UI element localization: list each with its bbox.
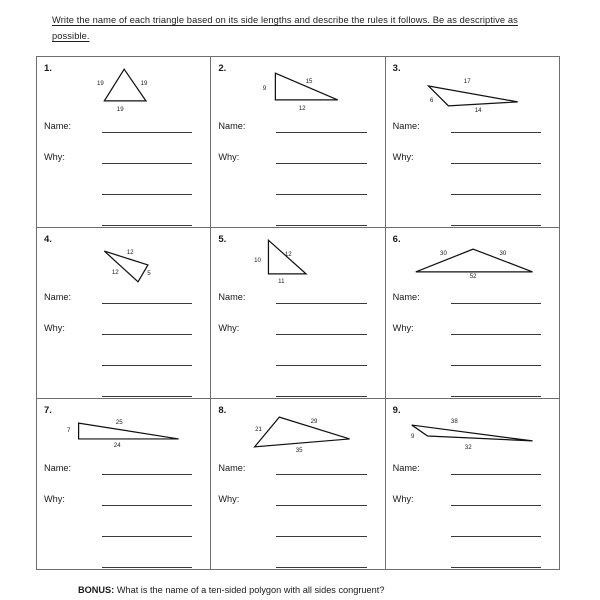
problem-cell (211, 228, 385, 399)
why-answer-line[interactable] (451, 396, 541, 397)
why-answer-line[interactable] (276, 396, 366, 397)
answer-row (44, 292, 204, 323)
why-answer-line[interactable] (276, 505, 366, 506)
triangle-figure (386, 230, 559, 292)
problem-number: 4. (44, 234, 52, 245)
problem-cell (37, 399, 211, 570)
side-length-label: 25 (115, 419, 123, 427)
side-length-label: 29 (310, 418, 318, 426)
problem-number: 3. (392, 63, 401, 74)
answer-row (44, 183, 204, 214)
why-answer-line[interactable] (102, 194, 192, 195)
answer-row (218, 183, 378, 214)
answer-row (393, 152, 553, 183)
triangle-figure (386, 59, 559, 121)
answer-row (393, 463, 553, 494)
answer-row (218, 354, 378, 385)
answer-row (393, 214, 553, 228)
problem-cell (386, 57, 560, 228)
answer-area (218, 292, 378, 394)
problem-number: 1. (44, 63, 52, 74)
triangle-outline (428, 86, 517, 106)
why-answer-line[interactable] (276, 365, 366, 366)
why-label: Why: (218, 323, 240, 333)
problem-cell (386, 399, 560, 570)
answer-area (393, 292, 553, 394)
side-length-label: 19 (116, 105, 124, 113)
name-label: Name: (218, 463, 246, 473)
answer-row (218, 463, 378, 494)
name-answer-line[interactable] (102, 303, 192, 304)
why-answer-line[interactable] (276, 334, 366, 335)
name-label: Name: (392, 292, 420, 302)
why-answer-line[interactable] (276, 163, 366, 164)
name-answer-line[interactable] (276, 132, 366, 133)
name-answer-line[interactable] (451, 474, 541, 475)
problem-cell (386, 228, 560, 399)
answer-row (44, 323, 204, 354)
side-length-label: 32 (464, 443, 472, 451)
answer-row (44, 121, 204, 152)
bonus-section (78, 583, 578, 597)
why-answer-line[interactable] (276, 536, 366, 537)
why-answer-line[interactable] (102, 163, 192, 164)
answer-row (44, 354, 204, 385)
side-length-label: 30 (499, 250, 506, 258)
answer-row (393, 494, 553, 525)
side-length-label: 12 (299, 104, 306, 112)
name-label: Name: (44, 121, 72, 131)
why-label: Why: (44, 494, 65, 504)
name-label: Name: (218, 292, 246, 302)
triangle-outline (255, 417, 350, 447)
answer-row (218, 525, 378, 556)
instructions-text: Write the name of each triangle based on its side lengths and describe the rules it follows. Be as descriptive as possible. (52, 15, 518, 41)
answer-row (218, 385, 378, 399)
answer-area (44, 463, 204, 565)
side-length-label: 12 (111, 268, 119, 276)
side-length-label: 9 (263, 85, 267, 92)
name-answer-line[interactable] (451, 132, 541, 133)
why-answer-line[interactable] (102, 536, 192, 537)
answer-row (218, 292, 378, 323)
side-length-label: 30 (439, 250, 447, 258)
triangle-figure (211, 230, 384, 292)
why-label: Why: (44, 323, 65, 333)
problem-number: 6. (392, 234, 401, 245)
answer-area (393, 463, 553, 565)
side-length-label: 24 (113, 441, 121, 449)
triangle-figure (211, 59, 384, 121)
why-answer-line[interactable] (451, 225, 541, 226)
bonus-question: What is the name of a ten-sided polygon with all sides congruent? (116, 585, 385, 595)
answer-row (393, 121, 553, 152)
why-answer-line[interactable] (102, 567, 192, 568)
side-length-label: 12 (126, 249, 134, 257)
triangle-figure (211, 401, 384, 463)
side-length-label: 14 (474, 106, 482, 114)
answer-row (44, 385, 204, 399)
side-length-label: 5 (147, 269, 151, 277)
problem-number: 8. (218, 405, 227, 416)
name-answer-line[interactable] (451, 303, 541, 304)
triangle-outline (79, 423, 179, 439)
answer-row (393, 385, 553, 399)
side-length-label: 9 (410, 432, 415, 440)
why-answer-line[interactable] (451, 567, 541, 568)
triangle-figure (386, 401, 559, 463)
why-answer-line[interactable] (451, 163, 541, 164)
why-answer-line[interactable] (102, 396, 192, 397)
worksheet-instructions (52, 12, 544, 44)
side-length-label: 11 (278, 277, 285, 285)
why-answer-line[interactable] (102, 334, 192, 335)
answer-row (44, 214, 204, 228)
why-answer-line[interactable] (451, 536, 541, 537)
answer-area (218, 463, 378, 565)
why-answer-line[interactable] (451, 365, 541, 366)
answer-row (393, 525, 553, 556)
triangle-figure (37, 59, 210, 121)
why-answer-line[interactable] (451, 334, 541, 335)
triangle-figure (37, 401, 210, 463)
name-label: Name: (44, 463, 72, 473)
side-length-label: 6 (429, 96, 433, 104)
why-answer-line[interactable] (102, 505, 192, 506)
problem-number: 7. (44, 405, 52, 416)
answer-row (44, 556, 204, 570)
answer-row (218, 121, 378, 152)
side-length-label: 19 (96, 80, 104, 88)
answer-row (393, 556, 553, 570)
side-length-label: 12 (285, 251, 292, 259)
triangle-outline (411, 425, 532, 441)
answer-row (218, 494, 378, 525)
answer-area (44, 292, 204, 394)
name-answer-line[interactable] (276, 303, 366, 304)
why-answer-line[interactable] (276, 194, 366, 195)
why-label: Why: (392, 323, 414, 333)
answer-row (393, 292, 553, 323)
side-length-label: 52 (469, 272, 477, 280)
side-length-label: 7 (66, 427, 71, 434)
name-label: Name: (392, 463, 420, 473)
name-label: Name: (392, 121, 420, 131)
name-answer-line[interactable] (276, 474, 366, 475)
answer-row (44, 494, 204, 525)
problem-cell (37, 228, 211, 399)
why-answer-line[interactable] (102, 225, 192, 226)
why-label: Why: (392, 152, 414, 162)
answer-area (393, 121, 553, 223)
answer-row (218, 152, 378, 183)
name-label: Name: (44, 292, 72, 302)
why-answer-line[interactable] (102, 365, 192, 366)
bonus-label: BONUS: (78, 585, 115, 595)
answer-row (393, 183, 553, 214)
problem-cell (37, 57, 211, 228)
answer-row (393, 354, 553, 385)
side-length-label: 38 (450, 418, 458, 426)
why-answer-line[interactable] (276, 225, 366, 226)
why-answer-line[interactable] (276, 567, 366, 568)
triangle-figure (37, 230, 210, 292)
why-label: Why: (44, 152, 65, 162)
problem-grid (36, 56, 560, 570)
answer-row (44, 152, 204, 183)
name-label: Name: (218, 121, 246, 131)
answer-row (44, 525, 204, 556)
answer-row (218, 323, 378, 354)
problem-number: 2. (218, 63, 227, 74)
name-answer-line[interactable] (102, 474, 192, 475)
side-length-label: 10 (254, 256, 262, 264)
answer-row (218, 556, 378, 570)
problem-cell (211, 399, 385, 570)
why-label: Why: (218, 152, 240, 162)
why-label: Why: (392, 494, 414, 504)
triangle-outline (415, 249, 532, 272)
why-answer-line[interactable] (451, 194, 541, 195)
side-length-label: 35 (296, 446, 303, 454)
answer-row (218, 214, 378, 228)
why-label: Why: (218, 494, 240, 504)
side-length-label: 17 (463, 78, 471, 86)
answer-area (218, 121, 378, 223)
side-length-label: 19 (140, 80, 148, 88)
name-answer-line[interactable] (102, 132, 192, 133)
problem-cell (211, 57, 385, 228)
answer-area (44, 121, 204, 223)
problem-number: 5. (218, 234, 227, 245)
answer-row (393, 323, 553, 354)
why-answer-line[interactable] (451, 505, 541, 506)
side-length-label: 21 (255, 426, 263, 434)
side-length-label: 15 (305, 78, 313, 86)
answer-row (44, 463, 204, 494)
problem-number: 9. (392, 405, 401, 416)
